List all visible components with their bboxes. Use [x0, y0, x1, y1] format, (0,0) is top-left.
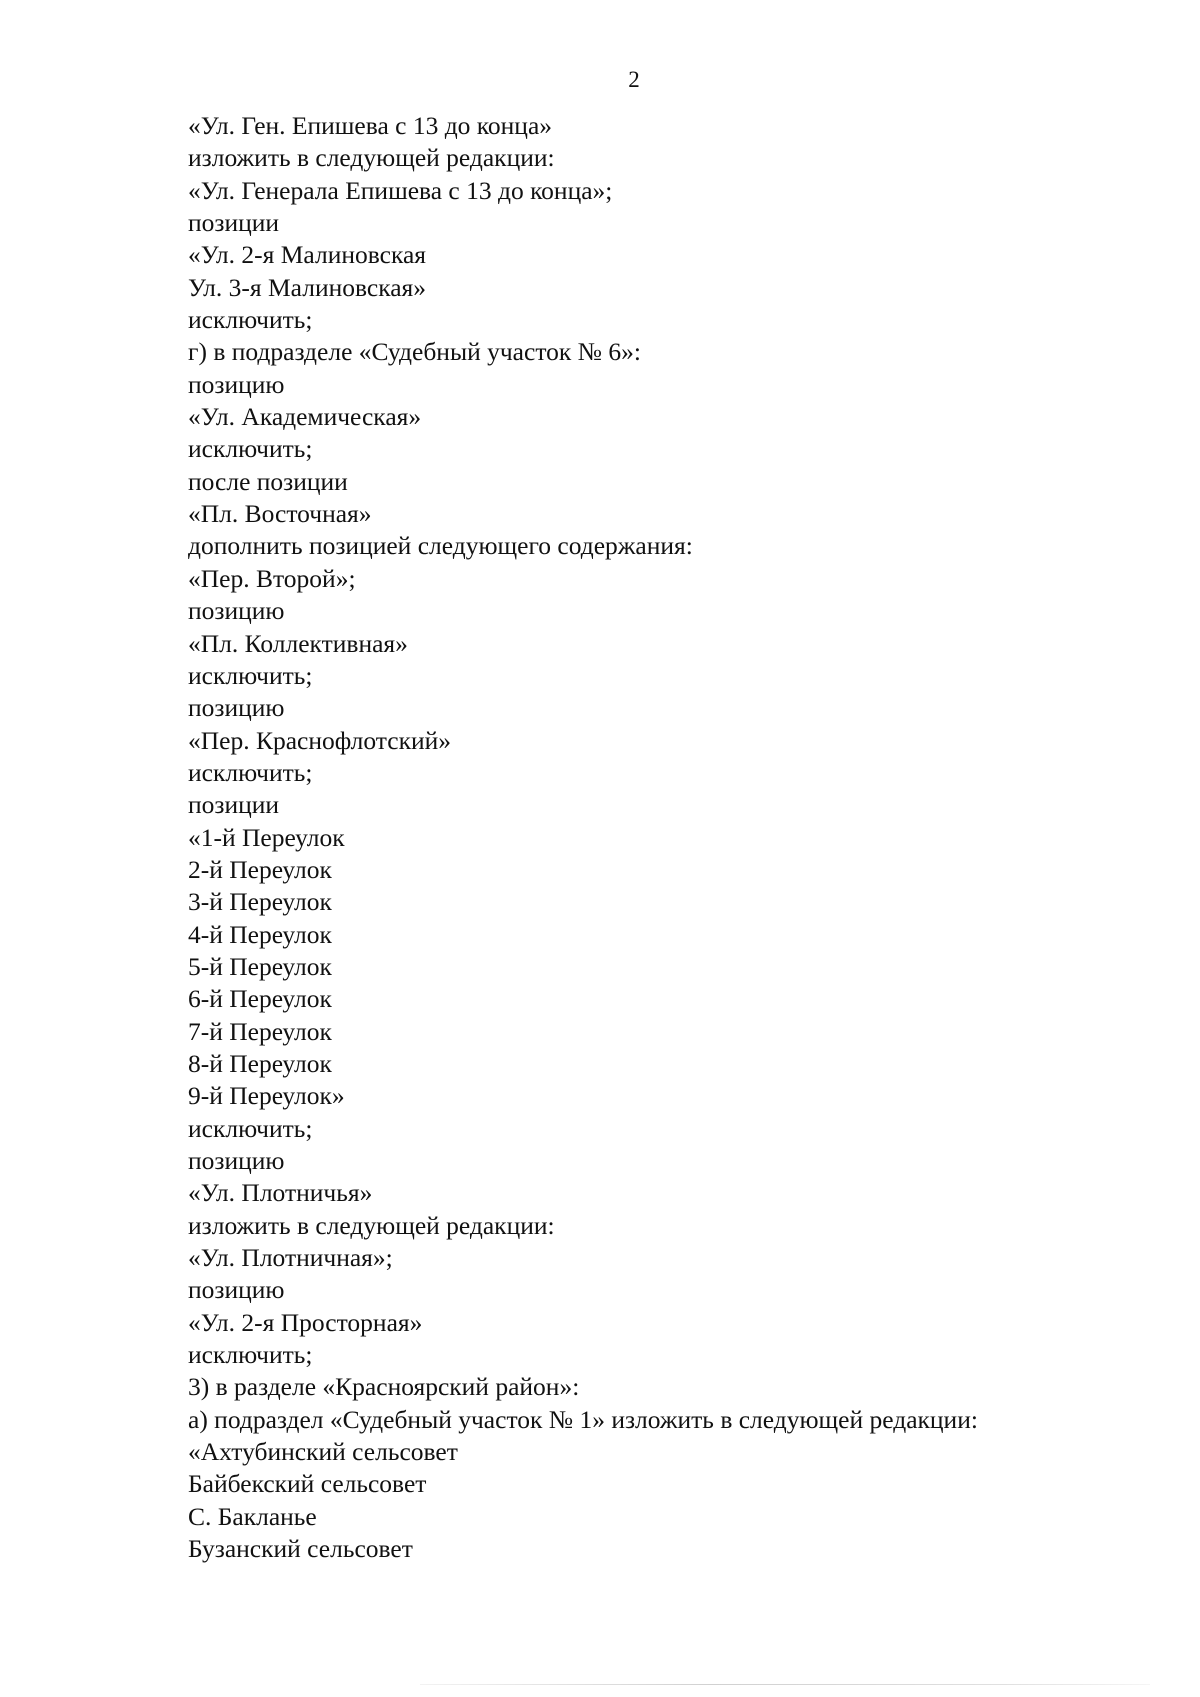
text-line: исключить;	[188, 1113, 313, 1143]
text-line: 9-й Переулок»	[188, 1081, 345, 1111]
text-line: Байбекский сельсовет	[188, 1469, 427, 1499]
text-line: «Ул. Плотничья»	[188, 1178, 373, 1208]
text-line: «Ул. 2-я Просторная»	[188, 1307, 423, 1337]
text-line: 7-й Переулок	[188, 1016, 332, 1046]
text-line: г) в подразделе «Судебный участок № 6»:	[188, 337, 641, 367]
text-line: исключить;	[188, 1340, 313, 1370]
text-line: позицию	[188, 369, 285, 399]
text-line: исключить;	[188, 660, 313, 690]
text-line: изложить в следующей редакции:	[188, 1210, 555, 1240]
text-line: 8-й Переулок	[188, 1048, 332, 1078]
text-line: позиции	[188, 208, 280, 238]
text-line: «Пер. Второй»;	[188, 563, 356, 593]
text-line: после позиции	[188, 466, 348, 496]
text-line: позицию	[188, 1275, 285, 1305]
scan-artifact-line	[420, 1684, 1150, 1685]
page-number: 2	[628, 67, 640, 92]
text-line: «Ул. Плотничная»;	[188, 1243, 393, 1273]
text-line: «Пер. Краснофлотский»	[188, 725, 452, 755]
text-line: 6-й Переулок	[188, 984, 332, 1014]
text-line: а) подраздел «Судебный участок № 1» изложить в следующей редакции:	[188, 1404, 978, 1434]
text-line: исключить;	[188, 305, 313, 335]
text-line: С. Бакланье	[188, 1501, 317, 1531]
text-line: «Ул. Академическая»	[188, 402, 422, 432]
text-line: «Ул. Ген. Епишева с 13 до конца»	[188, 111, 553, 140]
text-line: «1-й Переулок	[188, 822, 345, 852]
text-line: Бузанский сельсовет	[188, 1534, 413, 1564]
text-line: «Ул. Генерала Епишева с 13 до конца»;	[188, 175, 613, 205]
text-line: 5-й Переулок	[188, 951, 332, 981]
text-line: позиции	[188, 790, 280, 820]
text-line: изложить в следующей редакции:	[188, 143, 555, 173]
text-line: Ул. 3-я Малиновская»	[188, 272, 426, 302]
text-line: 3-й Переулок	[188, 887, 332, 917]
text-line: 3) в разделе «Красноярский район»:	[188, 1372, 580, 1402]
text-line: исключить;	[188, 434, 313, 464]
text-line: «Ул. 2-я Малиновская	[188, 240, 426, 270]
text-line: «Пл. Восточная»	[188, 499, 372, 529]
text-line: позицию	[188, 596, 285, 626]
text-line: 4-й Переулок	[188, 919, 332, 949]
text-line: «Ахтубинский сельсовет	[188, 1437, 458, 1467]
text-line: «Пл. Коллективная»	[188, 628, 408, 658]
text-line: дополнить позицией следующего содержания:	[188, 531, 693, 561]
text-line: 2-й Переулок	[188, 854, 332, 884]
text-line: исключить;	[188, 757, 313, 787]
document-body	[188, 110, 1168, 1565]
text-line: позицию	[188, 1146, 285, 1175]
text-line: позицию	[188, 693, 285, 723]
